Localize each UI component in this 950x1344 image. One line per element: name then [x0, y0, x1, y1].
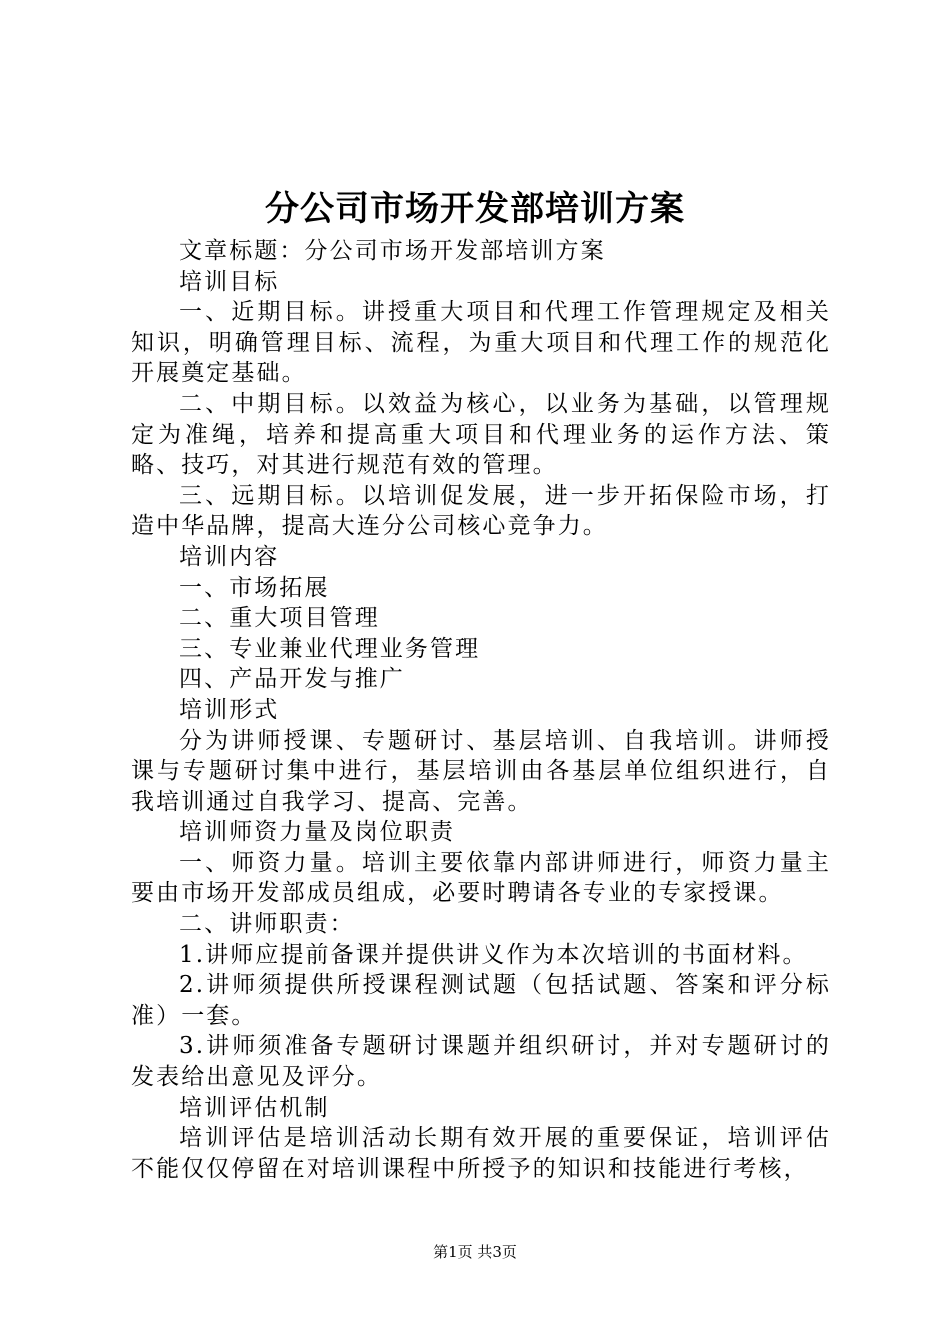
document-body — [131, 236, 831, 1184]
paragraph-trainer-duties: 二、讲师职责： — [179, 911, 355, 938]
content-item-2: 二、重大项目管理 — [179, 605, 380, 632]
duty-item-3: 3.讲师须准备专题研讨课题并组织研讨，并对专题研讨的发表给出意见及评分。 — [131, 1033, 831, 1091]
paragraph-long-term-goal: 三、远期目标。以培训促发展，进一步开拓保险市场，打造中华品牌，提高大连分公司核心竞争力。 — [131, 482, 831, 540]
section-heading-content: 培训内容 — [179, 543, 280, 570]
page-footer: 第1页 共3页 — [433, 1243, 517, 1261]
content-item-4: 四、产品开发与推广 — [179, 666, 405, 693]
content-item-1: 一、市场拓展 — [179, 574, 330, 601]
document-title: 分公司市场开发部培训方案 — [265, 189, 685, 229]
paragraph-format: 分为讲师授课、专题研讨、基层培训、自我培训。讲师授课与专题研讨集中进行，基层培训由各基层单位组织进行，自我培训通过自我学习、提高、完善。 — [131, 727, 831, 815]
article-title-line: 文章标题：分公司市场开发部培训方案 — [179, 238, 606, 264]
section-heading-format: 培训形式 — [179, 696, 280, 723]
paragraph-mid-term-goal: 二、中期目标。以效益为核心，以业务为基础，以管理规定为准绳，培养和提高重大项目和代理业务的运作方法、策略、技巧，对其进行规范有效的管理。 — [131, 390, 831, 479]
paragraph-short-term-goal: 一、近期目标。讲授重大项目和代理工作管理规定及相关知识，明确管理目标、流程，为重大项目和代理工作的规范化开展奠定基础。 — [131, 299, 831, 387]
paragraph-evaluation: 培训评估是培训活动长期有效开展的重要保证，培训评估不能仅仅停留在对培训课程中所授予的知识和技能进行考核， — [131, 1125, 831, 1182]
section-heading-trainers: 培训师资力量及岗位职责 — [179, 819, 456, 846]
duty-item-2: 2.讲师须提供所授课程测试题（包括试题、答案和评分标准）一套。 — [131, 972, 831, 1029]
duty-item-1: 1.讲师应提前备课并提供讲义作为本次培训的书面材料。 — [179, 941, 808, 968]
content-item-3: 三、专业兼业代理业务管理 — [179, 635, 481, 662]
paragraph-trainer-resources: 一、师资力量。培训主要依靠内部讲师进行，师资力量主要由市场开发部成员组成，必要时聘请各专业的专家授课。 — [131, 849, 831, 907]
section-heading-goals: 培训目标 — [179, 268, 280, 295]
section-heading-evaluation: 培训评估机制 — [179, 1094, 330, 1121]
